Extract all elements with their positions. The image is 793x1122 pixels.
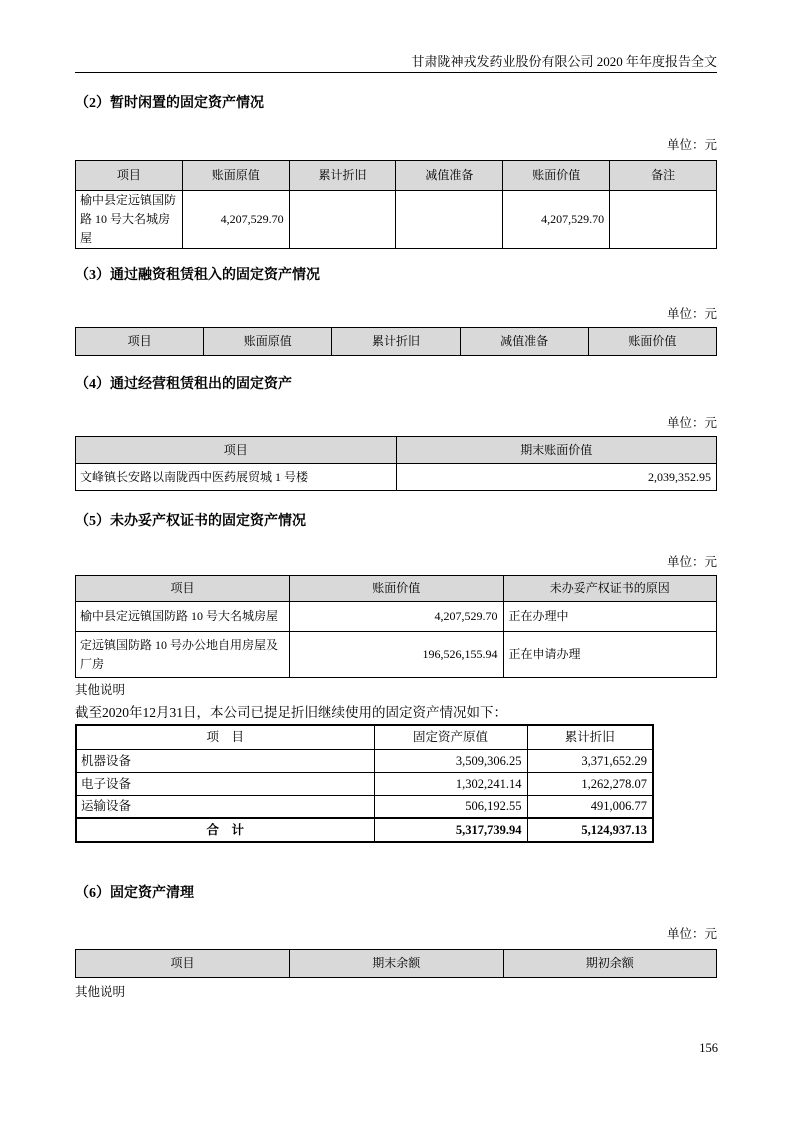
cell-reason: 正在办理中	[503, 602, 716, 632]
column-header-original-value: 账面原值	[204, 328, 332, 356]
table-row	[76, 602, 717, 632]
cell-total-accumulated-depreciation: 5,124,937.13	[527, 818, 653, 842]
column-header-book-value: 账面价值	[588, 328, 716, 356]
table-total-row	[76, 818, 653, 842]
column-header-accumulated-depreciation: 累计折旧	[527, 725, 653, 749]
other-note-label: 其他说明	[75, 683, 126, 697]
cell-item: 机器设备	[76, 749, 374, 772]
table-row	[76, 464, 717, 491]
column-header-item: 项目	[76, 161, 183, 191]
cell-item: 定远镇国防路 10 号办公地自用房屋及厂房	[76, 632, 290, 678]
column-header-book-value: 账面价值	[290, 576, 503, 602]
table-header-row	[76, 725, 653, 749]
table-header-row	[76, 576, 717, 602]
cell-original-value: 3,509,306.25	[374, 749, 527, 772]
section6-title: （6）固定资产清理	[75, 886, 194, 901]
column-header-impairment: 减值准备	[396, 161, 503, 191]
finance-lease-assets-table	[75, 327, 717, 356]
unit-label-section4: 单位：元	[666, 416, 717, 430]
column-header-note: 备注	[610, 161, 717, 191]
column-header-reason: 未办妥产权证书的原因	[503, 576, 716, 602]
table-header-row	[76, 161, 717, 191]
section3-title: （3）通过融资租赁租入的固定资产情况	[75, 268, 320, 283]
cell-original-value: 506,192.55	[374, 795, 527, 818]
cell-accumulated-depreciation: 491,006.77	[527, 795, 653, 818]
cell-book-value: 4,207,529.70	[503, 191, 610, 249]
column-header-ending-balance: 期末余额	[290, 950, 503, 978]
cell-book-value: 4,207,529.70	[290, 602, 503, 632]
table-header-row	[76, 437, 717, 464]
unit-label-section2: 单位：元	[666, 138, 717, 152]
column-header-item: 项目	[76, 328, 204, 356]
cell-item: 榆中县定远镇国防路 10 号大名城房屋	[76, 602, 290, 632]
cell-note	[610, 191, 717, 249]
cell-original-value: 4,207,529.70	[182, 191, 289, 249]
cell-accumulated-depreciation: 3,371,652.29	[527, 749, 653, 772]
page-number: 156	[699, 1041, 718, 1055]
cell-item: 电子设备	[76, 772, 374, 795]
cell-accumulated-depreciation: 1,262,278.07	[527, 772, 653, 795]
cell-book-value: 196,526,155.94	[290, 632, 503, 678]
cell-item: 文峰镇长安路以南陇西中医药展贸城 1 号楼	[76, 464, 397, 491]
table-row	[76, 795, 653, 818]
unit-label-section5: 单位：元	[666, 555, 717, 569]
column-header-original-value: 账面原值	[182, 161, 289, 191]
cell-original-value: 1,302,241.14	[374, 772, 527, 795]
table-header-row	[76, 950, 717, 978]
report-header-title: 甘肃陇神戎发药业股份有限公司 2020 年年度报告全文	[75, 54, 717, 73]
cell-impairment	[396, 191, 503, 249]
column-header-ending-book-value: 期末账面价值	[396, 437, 717, 464]
column-header-item: 项目	[76, 576, 290, 602]
fixed-assets-disposal-table	[75, 949, 717, 978]
cell-item: 榆中县定远镇国防路 10 号大名城房屋	[76, 191, 183, 249]
no-certificate-assets-table	[75, 575, 717, 678]
table-header-row	[76, 328, 717, 356]
table-row	[76, 772, 653, 795]
table-row	[76, 632, 717, 678]
column-header-beginning-balance: 期初余额	[503, 950, 716, 978]
idle-fixed-assets-table	[75, 160, 717, 249]
unit-label-section6: 单位：元	[666, 927, 717, 941]
table-row	[76, 749, 653, 772]
other-note-label-bottom: 其他说明	[75, 985, 126, 999]
column-header-item: 项目	[76, 950, 290, 978]
unit-label-section3: 单位：元	[666, 307, 717, 321]
column-header-impairment: 减值准备	[460, 328, 588, 356]
column-header-item: 项 目	[76, 725, 374, 749]
column-header-accumulated-depreciation: 累计折旧	[289, 161, 396, 191]
section5-title: （5）未办妥产权证书的固定资产情况	[75, 514, 306, 529]
column-header-original-value: 固定资产原值	[374, 725, 527, 749]
column-header-accumulated-depreciation: 累计折旧	[332, 328, 460, 356]
section2-title: （2）暂时闲置的固定资产情况	[75, 96, 264, 111]
cell-reason: 正在申请办理	[503, 632, 716, 678]
page-content	[75, 0, 717, 999]
column-header-item: 项目	[76, 437, 397, 464]
cell-item: 运输设备	[76, 795, 374, 818]
cell-accumulated-depreciation	[289, 191, 396, 249]
fully-depreciated-assets-table	[75, 724, 654, 843]
column-header-book-value: 账面价值	[503, 161, 610, 191]
cell-ending-book-value: 2,039,352.95	[396, 464, 717, 491]
fully-depreciated-intro: 截至2020年12月31日，本公司已提足折旧继续使用的固定资产情况如下：	[75, 705, 507, 720]
operating-lease-assets-table	[75, 436, 717, 491]
section4-title: （4）通过经营租赁租出的固定资产	[75, 377, 292, 392]
table-row	[76, 191, 717, 249]
cell-total-original-value: 5,317,739.94	[374, 818, 527, 842]
cell-total-label: 合 计	[76, 818, 374, 842]
